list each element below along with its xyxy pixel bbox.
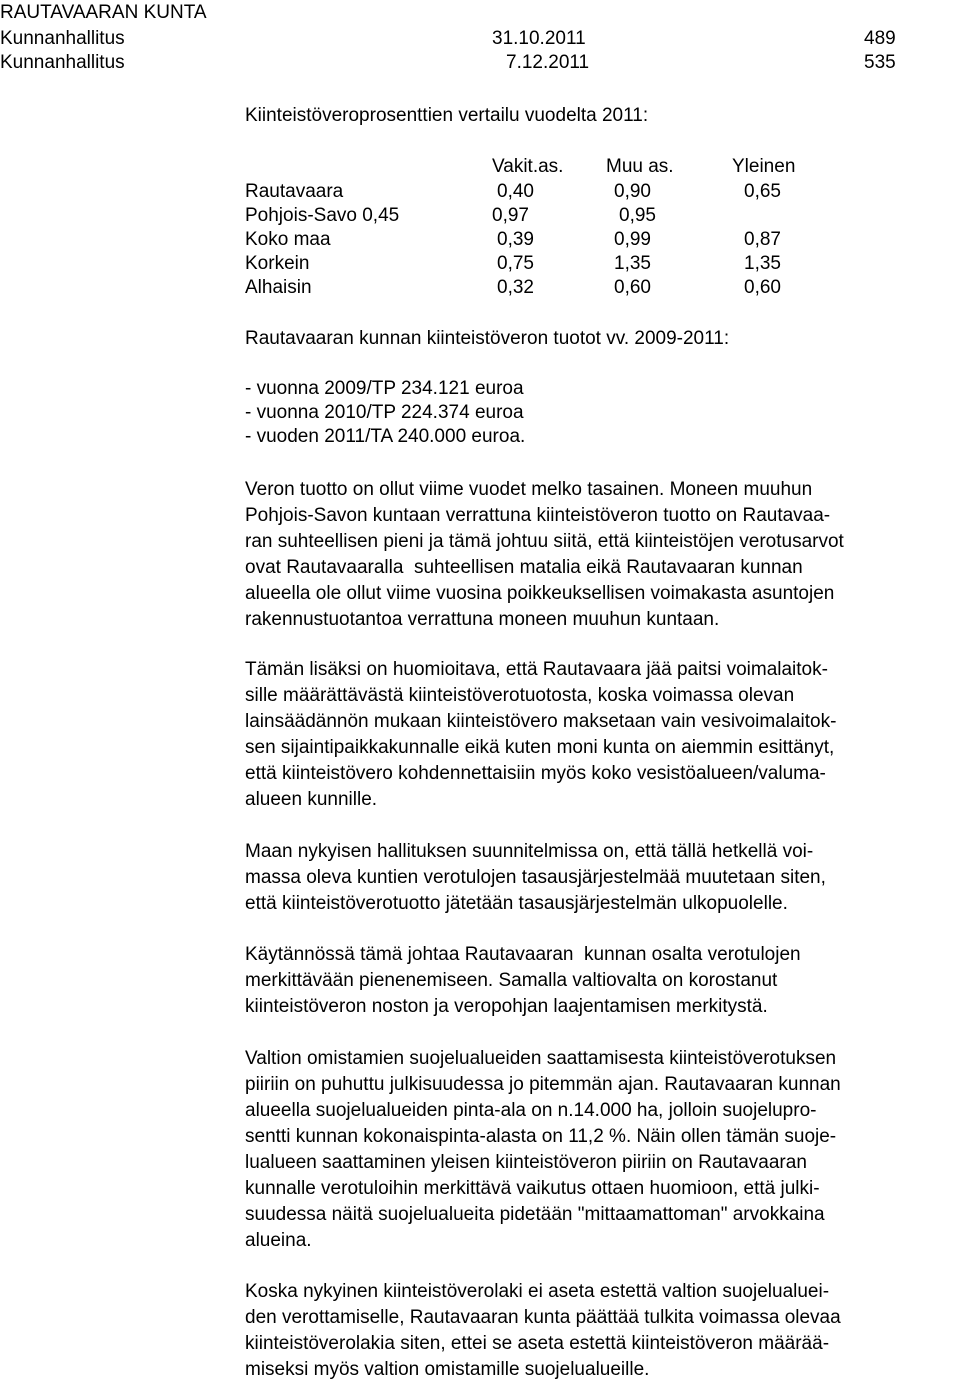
paragraph <box>245 657 945 813</box>
paragraph-line: merkittävään pienenemiseen. Samalla valtiovalta on korostanut <box>245 970 778 991</box>
paragraph-line: lainsäädännön mukaan kiinteistövero maksetaan vain vesivoimalaitok- <box>245 711 837 732</box>
paragraph-line: sentti kunnan kokonaispinta-alasta on 11,2 %. Näin ollen tämän suoje- <box>245 1126 837 1147</box>
header-number: 535 <box>864 52 896 73</box>
cell-value: 1,35 <box>614 253 651 274</box>
cell-value: 1,35 <box>744 253 781 274</box>
paragraph-line: Valtion omistamien suojelualueiden saattamisesta kiinteistöverotuksen <box>245 1048 837 1069</box>
column-header: Muu as. <box>606 156 674 177</box>
paragraph-line: Maan nykyisen hallituksen suunnitelmissa on, että tällä hetkellä voi- <box>245 841 814 862</box>
paragraph <box>245 942 945 1020</box>
row-name: Alhaisin <box>245 277 312 298</box>
cell-value: 0,95 <box>619 205 656 226</box>
cell-value: 0,97 <box>492 205 529 226</box>
paragraph-line: piiriin on puhuttu julkisuudessa jo pitemmän ajan. Rautavaaran kunnan <box>245 1074 841 1095</box>
list-item: - vuoden 2011/TA 240.000 euroa. <box>245 426 526 447</box>
row-name: Koko maa <box>245 229 331 250</box>
header-number: 489 <box>864 28 896 49</box>
paragraph <box>245 1046 945 1254</box>
paragraph <box>245 477 945 633</box>
paragraph-line: alueella suojelualueiden pinta-ala on n.14.000 ha, jolloin suojelupro- <box>245 1100 817 1121</box>
revenue-title: Rautavaaran kunnan kiinteistöveron tuotot vv. 2009-2011: <box>245 328 730 349</box>
list-item: - vuonna 2009/TP 234.121 euroa <box>245 378 524 399</box>
paragraph-line: Käytännössä tämä johtaa Rautavaaran kunnan osalta verotulojen <box>245 944 801 965</box>
paragraph-line: Veron tuotto on ollut viime vuodet melko tasainen. Moneen muuhun <box>245 479 813 500</box>
paragraph-line: alueella ole ollut viime vuosina poikkeuksellisen voimakasta asuntojen <box>245 583 835 604</box>
paragraph-line: rakennustuotantoa verrattuna moneen muuhun kuntaan. <box>245 609 720 630</box>
paragraph-line: suudessa näitä suojelualueita pidetään "mittaamattoman" arvokkaina <box>245 1204 825 1225</box>
header-body: Kunnanhallitus <box>0 52 125 73</box>
column-header: Yleinen <box>732 156 796 177</box>
organization-name: RAUTAVAARAN KUNTA <box>0 2 207 23</box>
cell-value: 0,65 <box>744 181 781 202</box>
paragraph-line: että kiinteistövero kohdennettaisiin myös koko vesistöalueen/valuma- <box>245 763 826 784</box>
header-date: 7.12.2011 <box>506 52 590 73</box>
paragraph-line: miseksi myös valtion omistamille suojelualueille. <box>245 1359 650 1380</box>
cell-value: 0,60 <box>744 277 781 298</box>
paragraph-line: den verottamiselle, Rautavaaran kunta päättää tulkita voimassa olevaa <box>245 1307 841 1328</box>
list-item: - vuonna 2010/TP 224.374 euroa <box>245 402 524 423</box>
paragraph-line: ran suhteellisen pieni ja tämä johtuu siitä, että kiinteistöjen verotusarvot <box>245 531 844 552</box>
cell-value: 0,99 <box>614 229 651 250</box>
column-header: Vakit.as. <box>492 156 564 177</box>
paragraph-line: sen sijaintipaikkakunnalle eikä kuten moni kunta on aiemmin esittänyt, <box>245 737 835 758</box>
header-date: 31.10.2011 <box>492 28 586 49</box>
paragraph-line: ovat Rautavaaralla suhteellisen matalia eikä Rautavaaran kunnan <box>245 557 803 578</box>
paragraph-line: Pohjois-Savon kuntaan verrattuna kiinteistöveron tuotto on Rautavaa- <box>245 505 831 526</box>
paragraph <box>245 839 945 917</box>
paragraph <box>245 1279 945 1383</box>
cell-value: 0,90 <box>614 181 651 202</box>
paragraph-line: Tämän lisäksi on huomioitava, että Rautavaara jää paitsi voimalaitok- <box>245 659 828 680</box>
cell-value: 0,60 <box>614 277 651 298</box>
paragraph-line: lualueen saattaminen yleisen kiinteistöveron piiriin on Rautavaaran <box>245 1152 807 1173</box>
paragraph-line: kunnalle verotuloihin merkittävä vaikutus ottaen huomioon, että julki- <box>245 1178 820 1199</box>
paragraph-line: että kiinteistöverotuotto jätetään tasausjärjestelmän ulkopuolelle. <box>245 893 788 914</box>
row-name: Korkein <box>245 253 310 274</box>
paragraph-line: kiinteistöverolakia siten, ettei se aseta estettä kiinteistöveron määrää- <box>245 1333 830 1354</box>
cell-value: 0,32 <box>497 277 534 298</box>
header-body: Kunnanhallitus <box>0 28 125 49</box>
cell-value: 0,75 <box>497 253 534 274</box>
cell-value: 0,40 <box>497 181 534 202</box>
comparison-title: Kiinteistöveroprosenttien vertailu vuodelta 2011: <box>245 105 649 126</box>
paragraph-line: alueen kunnille. <box>245 789 378 810</box>
row-name: Pohjois-Savo 0,45 <box>245 205 400 226</box>
paragraph-line: kiinteistöveron noston ja veropohjan laajentamisen merkitystä. <box>245 996 768 1017</box>
cell-value: 0,39 <box>497 229 534 250</box>
paragraph-line: massa oleva kuntien verotulojen tasausjärjestelmää muutetaan siten, <box>245 867 826 888</box>
paragraph-line: sille määrättävästä kiinteistöverotuotosta, koska voimassa olevan <box>245 685 795 706</box>
row-name: Rautavaara <box>245 181 344 202</box>
cell-value: 0,87 <box>744 229 781 250</box>
paragraph-line: Koska nykyinen kiinteistöverolaki ei aseta estettä valtion suojelualuei- <box>245 1281 830 1302</box>
paragraph-line: alueina. <box>245 1230 312 1251</box>
